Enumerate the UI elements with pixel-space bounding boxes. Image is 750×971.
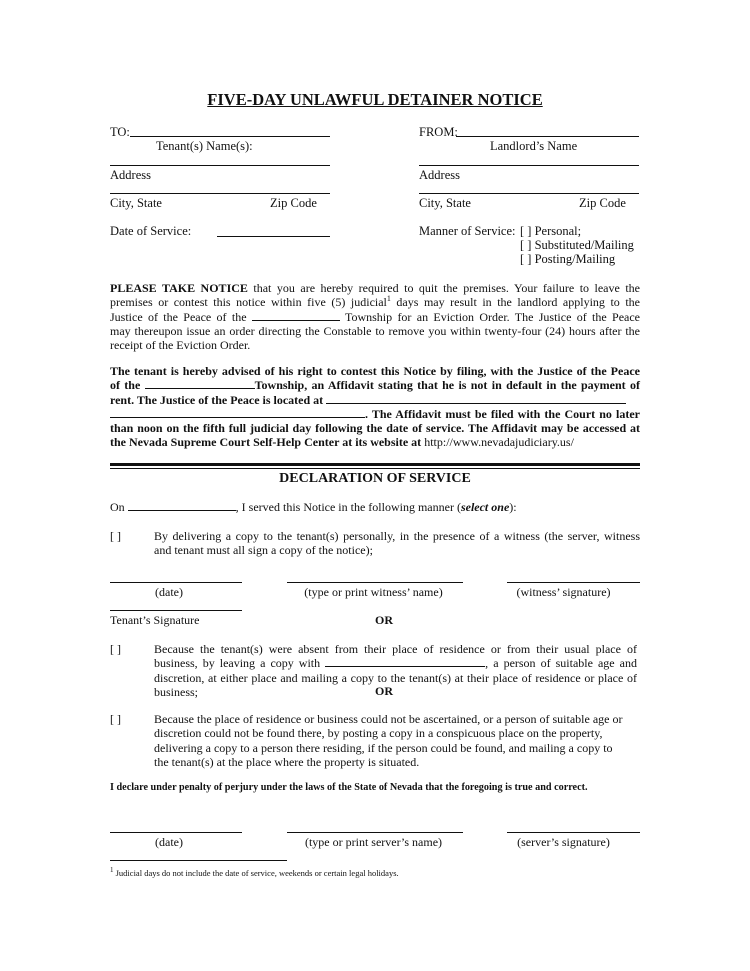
footnote xyxy=(110,868,399,878)
contest-line3: rent. The Justice of the Peace is located at xyxy=(110,392,324,407)
witness-name-label: (type or print witness’ name) xyxy=(304,585,443,599)
section-divider xyxy=(110,463,640,466)
server-signature-line[interactable] xyxy=(507,832,640,833)
tenant-names-label: Tenant(s) Name(s): xyxy=(156,139,253,153)
server-name-line[interactable] xyxy=(287,832,463,833)
or-label-1: OR xyxy=(375,613,393,627)
served-end: ): xyxy=(509,500,517,514)
witness-date-label: (date) xyxy=(155,585,183,599)
perjury-statement: I declare under penalty of perjury under the laws of the State of Nevada that the foregoing is true and correct. xyxy=(110,782,588,793)
option-substituted-mailing[interactable]: [ ] Substituted/Mailing xyxy=(520,238,634,252)
witness-signature-label: (witness’ signature) xyxy=(516,585,611,599)
tenant-address-label: Address xyxy=(110,168,151,182)
landlord-city-label: City, State xyxy=(419,196,471,210)
tenant-name-field[interactable] xyxy=(130,136,330,137)
contest-line2b: Township, an Affidavit stating that he is not in default in the payment of xyxy=(254,378,640,393)
option1-line2: and tenant must all sign a copy of the notice); xyxy=(154,543,373,558)
section-divider-thin xyxy=(110,468,640,469)
server-name-label: (type or print server’s name) xyxy=(304,835,443,849)
tenant-signature-line[interactable] xyxy=(110,610,242,611)
to-label: TO: xyxy=(110,125,130,139)
landlord-address-field[interactable] xyxy=(419,165,639,166)
option1-line1: By delivering a copy to the tenant(s) personally, in the presence of a witness (the server, witness xyxy=(154,529,640,543)
contest-paragraph xyxy=(110,364,640,450)
notice-line1: that you are hereby required to quit the premises. Your failure to leave the xyxy=(247,281,640,295)
self-help-link[interactable]: http://www.nevadajudiciary.us/ xyxy=(424,435,574,450)
server-date-label: (date) xyxy=(155,835,183,849)
option2-text xyxy=(154,642,637,699)
option1-checkbox[interactable]: [ ] xyxy=(110,529,121,543)
notice-line4: may thereupon issue an order directing the Constable to remove you within twenty-four (24) hours after the xyxy=(110,323,640,338)
court-location-field-2[interactable] xyxy=(110,407,365,418)
notice-lead: PLEASE TAKE NOTICE xyxy=(110,281,248,295)
tenant-city-field[interactable] xyxy=(110,193,330,194)
server-date-line[interactable] xyxy=(110,832,242,833)
option3-checkbox[interactable]: [ ] xyxy=(110,712,121,726)
option2-line3: discretion, at either place and mailing a copy to the tenant(s) at their place of residence or place of xyxy=(154,670,637,685)
manner-of-service-label: Manner of Service: xyxy=(419,224,516,238)
witness-name-line[interactable] xyxy=(287,582,463,583)
tenant-city-label: City, State xyxy=(110,196,162,210)
option3-line3: delivering a copy to a person there residing, if the person could be found, and mailing a copy to xyxy=(154,740,613,755)
date-of-service-label: Date of Service: xyxy=(110,224,192,238)
landlord-city-field[interactable] xyxy=(419,193,639,194)
footnote-mark: 1 xyxy=(110,866,114,875)
tenant-signature-label: Tenant’s Signature xyxy=(110,613,200,627)
contest-line2a: of the xyxy=(110,378,145,393)
landlord-name-label: Landlord’s Name xyxy=(490,139,578,153)
date-of-service-field[interactable] xyxy=(217,236,330,237)
contest-township-field[interactable] xyxy=(145,378,255,389)
select-one: select one xyxy=(460,500,510,514)
page-title: FIVE-DAY UNLAWFUL DETAINER NOTICE xyxy=(207,90,543,109)
contest-line1: The tenant is hereby advised of his right to contest this Notice by filing, with the Justice of the Peace xyxy=(110,364,640,378)
or-label-2: OR xyxy=(375,684,393,698)
footnote-rule xyxy=(110,860,287,861)
notice-line3b: Township for an Eviction Order. The Justice of the Peace xyxy=(339,309,641,324)
contest-line6a: the Nevada Supreme Court Self-Help Center at its website at xyxy=(110,435,425,450)
contest-line4: . The Affidavit must be filed with the Court no later xyxy=(365,406,640,421)
option2-line2a: business, by leaving a copy with xyxy=(154,656,326,671)
server-signature-label: (server’s signature) xyxy=(517,835,610,849)
option3-text xyxy=(154,712,633,769)
notice-line2b: days may result in the landlord applying to the xyxy=(390,295,640,310)
option2-line4: business; xyxy=(154,684,199,699)
witness-date-line[interactable] xyxy=(110,582,242,583)
service-date-field[interactable] xyxy=(128,500,236,511)
township-field[interactable] xyxy=(252,310,340,321)
notice-line5: receipt of the Eviction Order. xyxy=(110,338,251,353)
served-text: , I served this Notice in the following manner ( xyxy=(235,500,461,514)
option2-checkbox[interactable]: [ ] xyxy=(110,642,121,656)
notice-line2a: premises or contest this notice within five (5) judicial xyxy=(110,295,387,310)
landlord-address-label: Address xyxy=(419,168,460,182)
witness-signature-line[interactable] xyxy=(507,582,640,583)
landlord-name-field[interactable] xyxy=(456,136,639,137)
landlord-zip-label: Zip Code xyxy=(579,196,626,210)
person-name-field[interactable] xyxy=(325,656,485,667)
declaration-heading: DECLARATION OF SERVICE xyxy=(279,471,471,486)
on-label: On xyxy=(110,500,128,514)
option2-line2b: , a person of suitable age and xyxy=(485,656,637,671)
option3-line4: the tenant(s) at the place where the property is situated. xyxy=(154,754,420,769)
option-posting-mailing[interactable]: [ ] Posting/Mailing xyxy=(520,252,616,266)
contest-line5: than noon on the fifth full judicial day following the date of service. The Affidavit may be accessed at xyxy=(110,421,640,436)
option3-line1: Because the place of residence or business could not be ascertained, or a person of suitable age or xyxy=(154,712,623,726)
court-location-field[interactable] xyxy=(326,393,626,404)
option-personal[interactable]: [ ] Personal; xyxy=(520,224,582,238)
from-label: FROM: xyxy=(419,125,458,139)
notice-paragraph xyxy=(110,281,640,352)
footnote-text: Judicial days do not include the date of service, weekends or certain legal holidays. xyxy=(115,868,399,878)
footnote-ref: 1 xyxy=(386,294,391,304)
tenant-zip-label: Zip Code xyxy=(270,196,317,210)
option3-line2: discretion could not be found there, by posting a copy in a conspicuous place on the property, xyxy=(154,726,603,741)
notice-line3a: Justice of the Peace of the xyxy=(110,309,252,324)
served-line xyxy=(110,500,517,515)
tenant-address-field[interactable] xyxy=(110,165,330,166)
option2-line1: Because the tenant(s) were absent from their place of residence or from their usual place of xyxy=(154,642,637,656)
option1-text xyxy=(154,529,640,558)
